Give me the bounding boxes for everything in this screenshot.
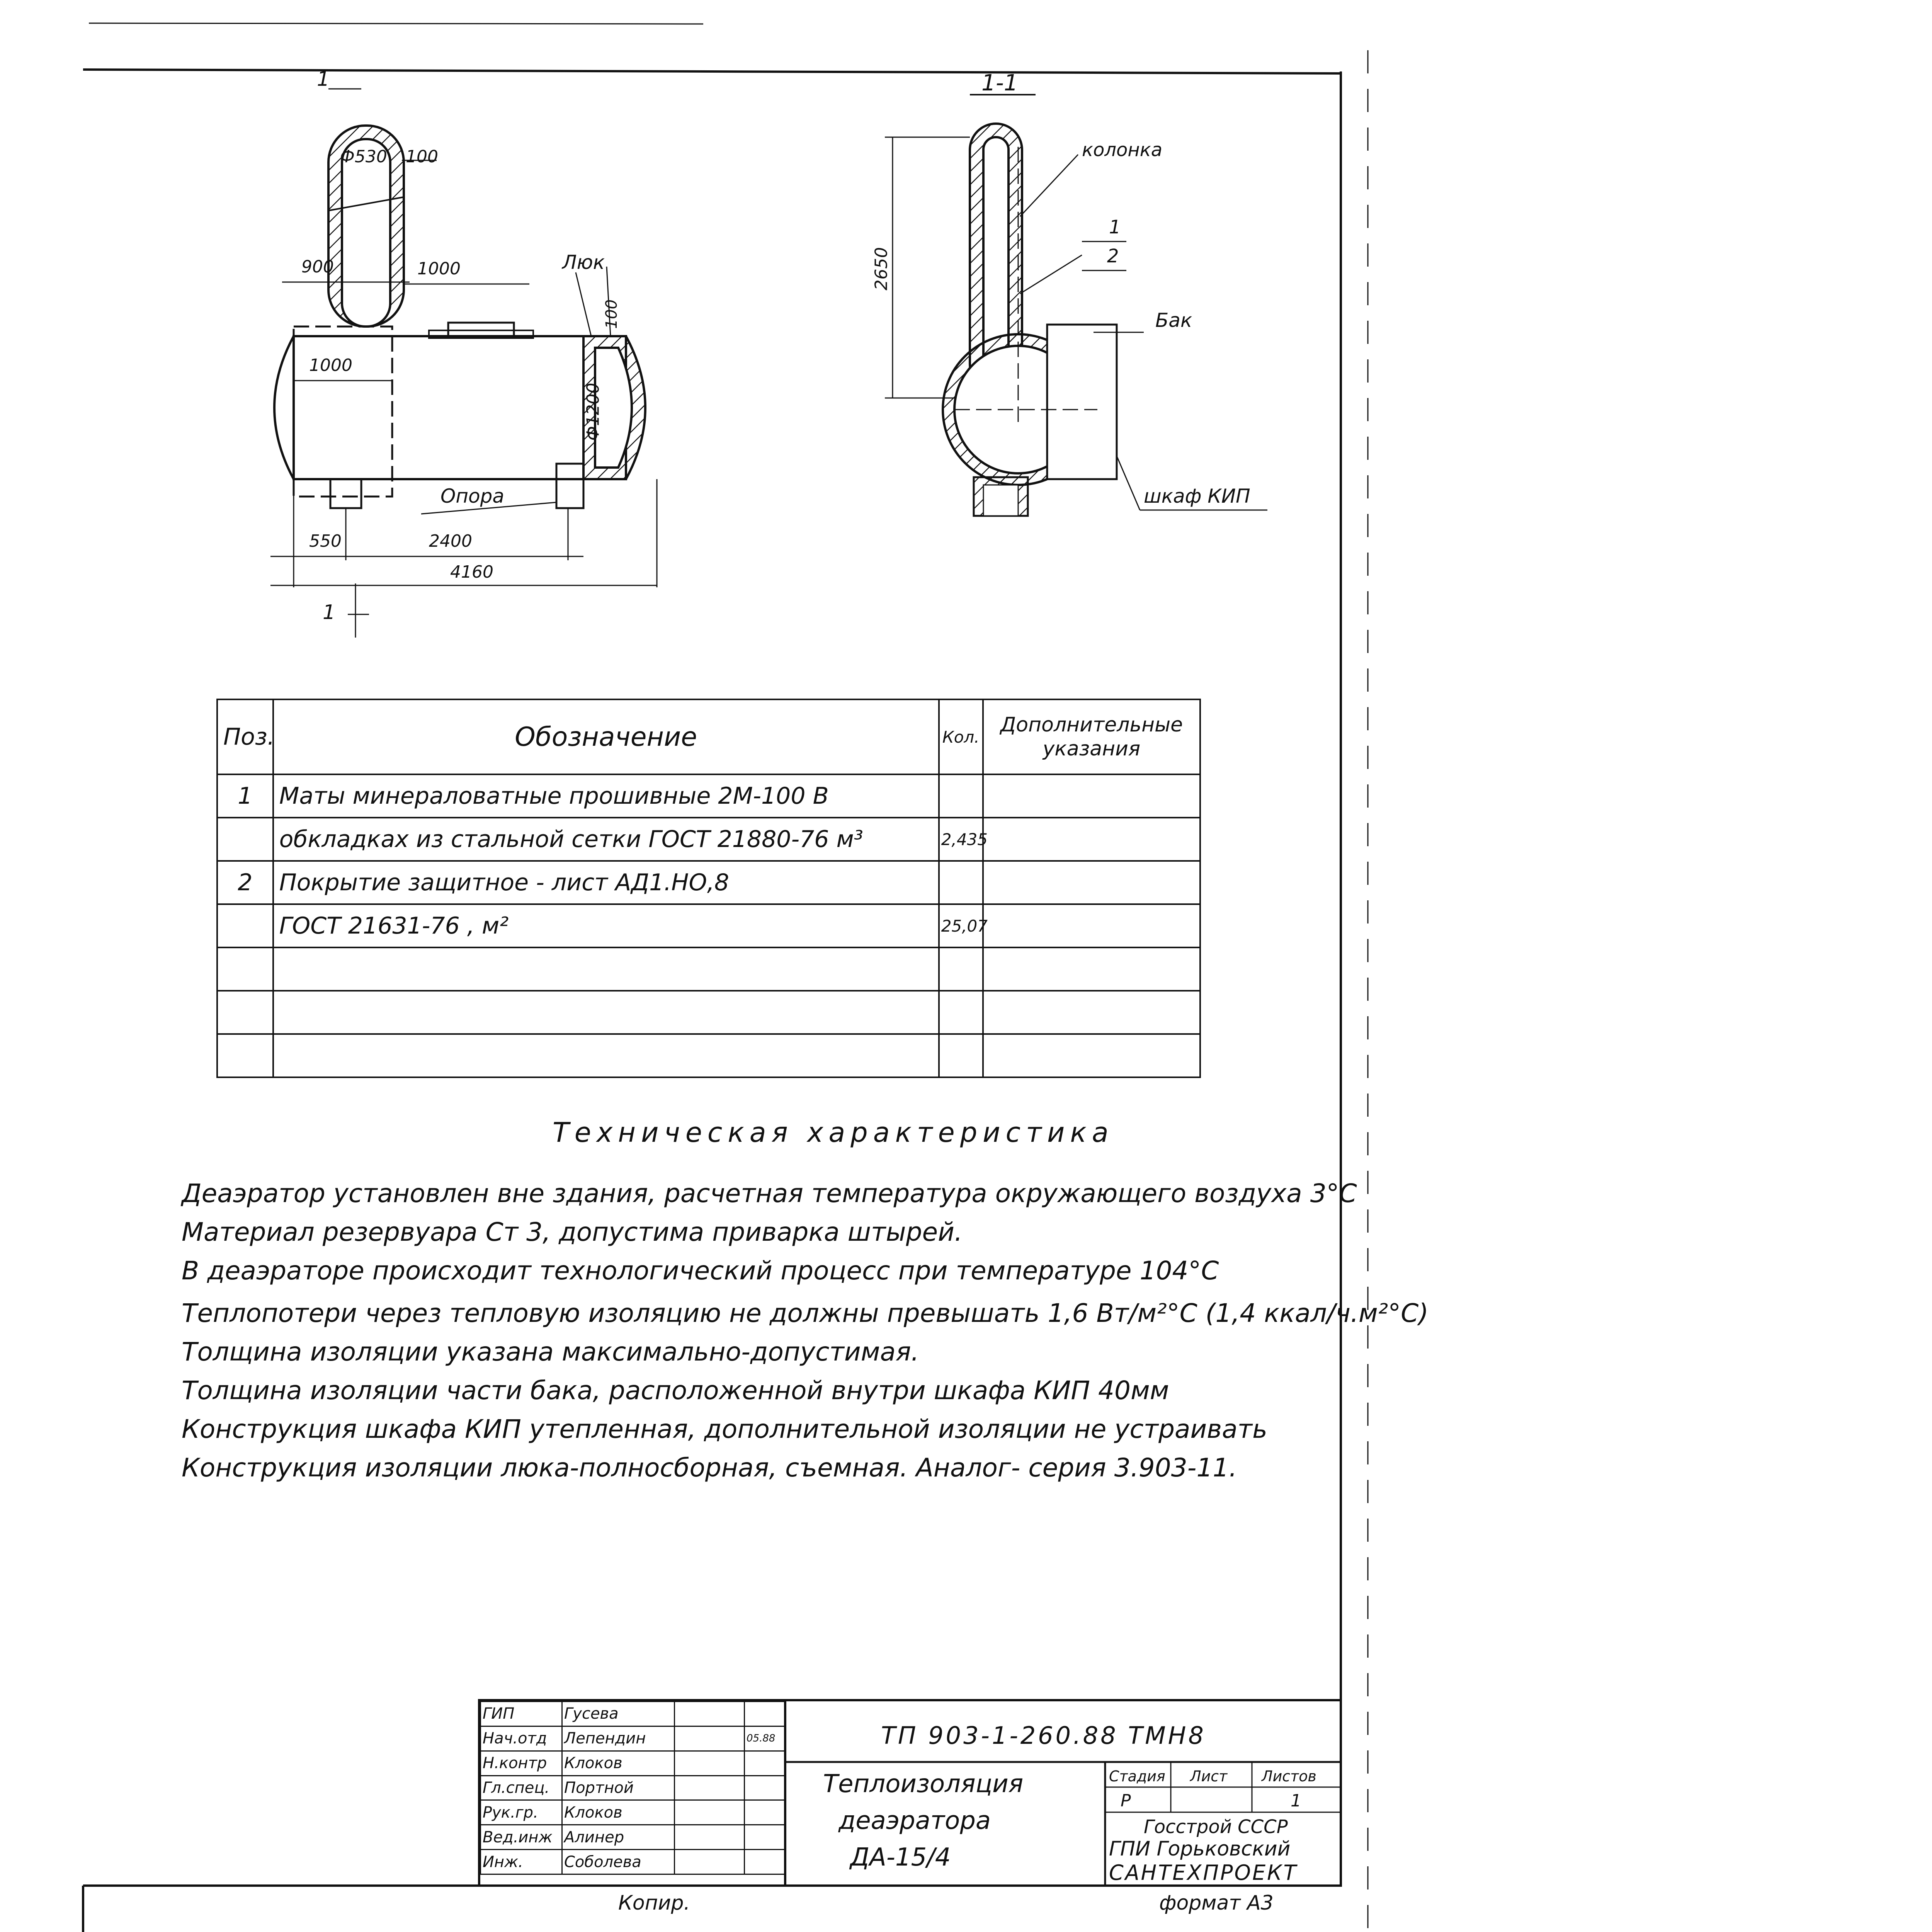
tech-line-3: В деаэраторе происходит технологический процесс при температуре 104°С xyxy=(182,1256,1219,1286)
signature-cell xyxy=(675,1726,745,1751)
role-cell: Гл.спец. xyxy=(481,1776,562,1800)
name-cell: Алинер xyxy=(562,1825,675,1850)
signature-cell xyxy=(675,1776,745,1800)
header-qty: Кол. xyxy=(939,699,983,774)
dim-900: 900 xyxy=(301,257,334,277)
table-row xyxy=(217,991,1200,1034)
role-cell: Рук.гр. xyxy=(481,1800,562,1825)
dim-pipe-insulation: 100 xyxy=(406,147,438,167)
cell-pos xyxy=(217,904,273,947)
tech-line-1: Деаэратор установлен вне здания, расчетная температура окружающего воздуха 3°С xyxy=(182,1179,1357,1208)
sheet-header: Лист xyxy=(1190,1768,1228,1785)
name-cell: Лепендин xyxy=(562,1726,675,1751)
dim-pipe-diameter: Ф530 xyxy=(340,147,387,167)
signature-cell xyxy=(675,1751,745,1776)
callout-1: 1 xyxy=(1109,216,1121,238)
org-ministry: Госстрой СССР xyxy=(1144,1816,1288,1838)
dim-4160: 4160 xyxy=(450,562,493,582)
drawing-title-3: ДА-15/4 xyxy=(850,1843,951,1872)
header-name: Обозначение xyxy=(273,699,939,774)
signature-cell xyxy=(675,1825,745,1850)
stage-value: Р xyxy=(1121,1791,1131,1811)
spec-header-row xyxy=(217,699,1200,774)
cell-name xyxy=(273,1034,939,1077)
document-code: ТП 903-1-260.88 ТМН8 xyxy=(881,1721,1206,1750)
cell-qty xyxy=(939,1034,983,1077)
table-row xyxy=(481,1726,786,1751)
section-mark-bottom: 1 xyxy=(323,601,336,624)
dim-diameter-1200: Ф1200 xyxy=(583,383,603,441)
table-row xyxy=(481,1825,786,1850)
cell-pos xyxy=(217,991,273,1034)
cell-pos xyxy=(217,947,273,991)
cell-pos: 1 xyxy=(217,774,273,818)
cell-qty xyxy=(939,991,983,1034)
cell-qty xyxy=(939,774,983,818)
name-cell: Гусева xyxy=(562,1702,675,1726)
table-row xyxy=(481,1751,786,1776)
cell-name xyxy=(273,991,939,1034)
name-cell: Клоков xyxy=(562,1800,675,1825)
date-cell xyxy=(745,1850,786,1874)
cell-qty xyxy=(939,947,983,991)
org-name: САНТЕХПРОЕКТ xyxy=(1109,1861,1298,1885)
tech-line-7: Конструкция шкафа КИП утепленная, дополнительной изоляции не устраивать xyxy=(182,1414,1267,1444)
date-cell xyxy=(745,1751,786,1776)
header-pos: Поз. xyxy=(217,699,273,774)
copied-label: Копир. xyxy=(618,1891,690,1915)
date-cell: 05.88 xyxy=(745,1726,786,1751)
header-note: Дополнительные указания xyxy=(983,699,1200,774)
dim-550: 550 xyxy=(309,531,342,551)
section-mark-top: 1 xyxy=(317,68,330,91)
cell-note xyxy=(983,818,1200,861)
date-cell xyxy=(745,1702,786,1726)
table-row xyxy=(481,1800,786,1825)
cell-qty xyxy=(939,861,983,904)
label-support: Опора xyxy=(440,485,505,507)
signature-cell xyxy=(675,1850,745,1874)
cell-note xyxy=(983,861,1200,904)
table-row xyxy=(217,861,1200,904)
cell-note xyxy=(983,1034,1200,1077)
signature-cell xyxy=(675,1702,745,1726)
role-cell: Вед.инж xyxy=(481,1825,562,1850)
tech-line-5: Толщина изоляции указана максимально-допустимая. xyxy=(182,1337,919,1367)
table-row xyxy=(481,1702,786,1726)
cell-note xyxy=(983,904,1200,947)
name-cell: Соболева xyxy=(562,1850,675,1874)
tech-line-6: Толщина изоляции части бака, расположенной внутри шкафа КИП 40мм xyxy=(182,1376,1169,1405)
tech-line-4: Теплопотери через тепловую изоляцию не должны превышать 1,6 Вт/м²°С (1,4 ккал/ч.м²°С) xyxy=(182,1298,1429,1328)
cell-name: Маты минераловатные прошивные 2М-100 В xyxy=(273,774,939,818)
format-label: формат А3 xyxy=(1159,1891,1274,1915)
cell-qty: 25,07 xyxy=(939,904,983,947)
tech-line-8: Конструкция изоляции люка-полносборная, съемная. Аналог- серия 3.903-11. xyxy=(182,1453,1237,1483)
dim-insulation-100: 100 xyxy=(603,299,621,329)
cell-pos: 2 xyxy=(217,861,273,904)
cell-qty: 2,435 xyxy=(939,818,983,861)
drawing-title-1: Теплоизоляция xyxy=(823,1770,1024,1798)
org-institute: ГПИ Горьковский xyxy=(1109,1837,1291,1861)
table-row xyxy=(217,818,1200,861)
dim-2400: 2400 xyxy=(429,531,472,551)
dim-2650: 2650 xyxy=(871,247,891,291)
label-tank: Бак xyxy=(1155,309,1192,332)
tech-line-2: Материал резервуара Ст 3, допустима приварка штырей. xyxy=(182,1217,963,1247)
label-column: колонка xyxy=(1082,139,1163,161)
cell-pos xyxy=(217,1034,273,1077)
role-cell: ГИП xyxy=(481,1702,562,1726)
table-row xyxy=(217,1034,1200,1077)
role-cell: Нач.отд xyxy=(481,1726,562,1751)
sheets-value: 1 xyxy=(1291,1791,1301,1811)
approval-table xyxy=(480,1701,786,1875)
specification-table xyxy=(216,699,1201,1078)
signature-cell xyxy=(675,1800,745,1825)
cell-name: Покрытие защитное - лист АД1.НО,8 xyxy=(273,861,939,904)
cell-pos xyxy=(217,818,273,861)
dim-1000-mid: 1000 xyxy=(309,355,352,375)
role-cell: Н.контр xyxy=(481,1751,562,1776)
sheets-header: Листов xyxy=(1262,1768,1316,1785)
table-row xyxy=(217,947,1200,991)
date-cell xyxy=(745,1825,786,1850)
cell-note xyxy=(983,991,1200,1034)
section-title: 1-1 xyxy=(981,70,1018,96)
tech-title: Техническая характеристика xyxy=(553,1117,1114,1148)
callout-2: 2 xyxy=(1107,245,1119,267)
cell-note xyxy=(983,774,1200,818)
date-cell xyxy=(745,1776,786,1800)
stage-header: Стадия xyxy=(1109,1768,1165,1785)
dim-1000-top: 1000 xyxy=(417,259,461,279)
role-cell: Инж. xyxy=(481,1850,562,1874)
table-row xyxy=(217,774,1200,818)
table-row xyxy=(217,904,1200,947)
label-cabinet: шкаф КИП xyxy=(1144,485,1250,507)
cell-name xyxy=(273,947,939,991)
table-row xyxy=(481,1850,786,1874)
section-1-1-view xyxy=(885,95,1267,516)
cell-name: ГОСТ 21631-76 , м² xyxy=(273,904,939,947)
name-cell: Клоков xyxy=(562,1751,675,1776)
date-cell xyxy=(745,1800,786,1825)
table-row xyxy=(481,1776,786,1800)
name-cell: Портной xyxy=(562,1776,675,1800)
label-hatch: Люк xyxy=(562,251,605,274)
drawing-title-2: деаэратора xyxy=(838,1806,991,1835)
cell-name: обкладках из стальной сетки ГОСТ 21880-76 м³ xyxy=(273,818,939,861)
cell-note xyxy=(983,947,1200,991)
